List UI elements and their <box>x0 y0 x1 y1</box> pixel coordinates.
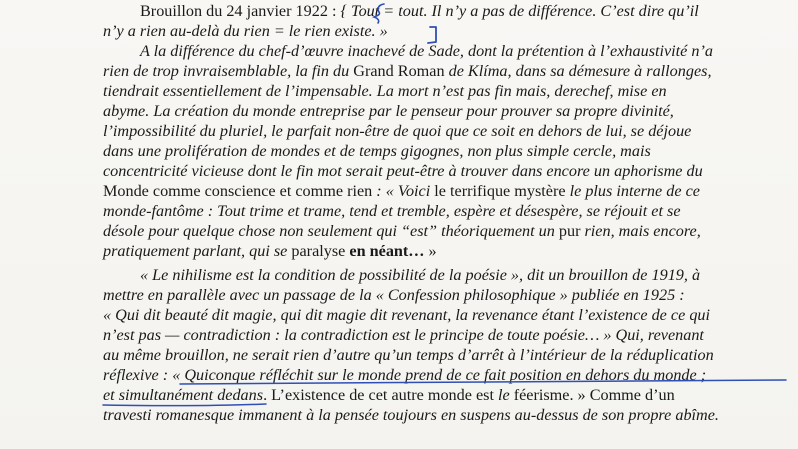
text-span: mais encore, <box>618 222 701 240</box>
text-line <box>103 405 798 425</box>
text-span: Brouillon du 24 janvier 1922 : <box>140 2 341 20</box>
text-span: et simultanément dedans <box>103 386 264 404</box>
text-span: pur <box>558 222 581 240</box>
text-line <box>103 241 798 261</box>
text-span: « Le nihilisme est la condition de possibilité de la poésie », dit un brouillon de 1919, à <box>140 266 701 284</box>
text-line <box>103 21 798 41</box>
text-span: le <box>498 386 510 404</box>
text-span: l’impossibilité du pluriel, le parfait non-être de quoi que ce soit en dehors de lui, se déjoue <box>103 122 692 140</box>
text-span: abyme. La création du monde entreprise par le penseur pour prouver sa propre divinité, <box>103 102 674 120</box>
text-span: rien de trop invraisemblable, la fin du <box>103 62 354 80</box>
text-span: en néant… <box>349 242 425 260</box>
text-span: le plus interne de ce <box>569 182 700 200</box>
text-span: réflexive : « Quiconque réfléchit sur le monde prend de ce fait position en dehors du monde ; <box>103 366 707 384</box>
text-line <box>103 325 798 345</box>
text-span: Grand Roman <box>353 62 445 80</box>
text-line <box>103 141 798 161</box>
text-line <box>103 365 798 385</box>
text-span: tiendrait essentiellement de l’impensable. La mort n’est pas fin mais, derechef, mise en <box>103 82 667 100</box>
text-line <box>140 1 798 21</box>
text-line <box>140 265 798 285</box>
text-span: concentricité vicieuse dont le fin mot serait peut-être à trouver dans encore un aphorisme du <box>103 162 703 180</box>
text-line <box>103 81 798 101</box>
text-line <box>103 161 798 181</box>
text-span: n’est pas — contradiction : la contradiction est le principe de toute poésie… » Qui, revenant <box>103 326 704 344</box>
text-span: dans une prolifération de mondes et de temps gigognes, non plus simple cercle, mais <box>103 142 651 160</box>
text-line <box>103 61 798 81</box>
text-span: : « <box>372 182 398 200</box>
text-line <box>140 41 798 61</box>
text-span: n’y a rien au-delà du rien = le rien existe. » <box>103 22 388 40</box>
text-span: { Tout = tout. Il n’y a pas de différence. C’est dire qu’il <box>340 2 699 20</box>
text-span: monde-fantôme : Tout trime et trame, tend et tremble, espère et désespère, se réjouit et se <box>103 202 681 220</box>
text-line <box>103 221 798 241</box>
text-span: Voici <box>397 182 431 200</box>
text-line <box>103 101 798 121</box>
text-span: mettre en parallèle avec un passage de la « Confession philosophique » publiée en 1925 : <box>103 286 685 304</box>
text-line <box>103 181 798 201</box>
text-line <box>103 345 798 365</box>
text-span: désole pour quelque chose non seulement qui “est” théoriquement un <box>103 222 559 240</box>
text-line <box>103 305 798 325</box>
text-line <box>103 285 798 305</box>
text-span: féerisme. » Comme d’un <box>509 386 675 404</box>
text-line <box>103 201 798 221</box>
text-span: de Klíma, dans sa démesure à rallonges, <box>444 62 712 80</box>
text-span: pratiquement parlant, qui se <box>103 242 292 260</box>
text-span: » <box>424 242 437 260</box>
text-span: A la différence du chef-d’œuvre inachevé de Sade, dont la prétention à l’exhaustivité n’a <box>140 42 713 60</box>
text-span: le terrifique mystère <box>430 182 570 200</box>
text-span: Monde comme conscience et comme rien <box>103 182 373 200</box>
text-span: travesti romanesque immanent à la pensée toujours en suspens au-dessus de son propre abîme. <box>103 406 719 424</box>
text-line <box>103 121 798 141</box>
text-span: . L’existence de cet autre monde est <box>263 386 498 404</box>
text-line <box>103 385 798 405</box>
text-span: au même brouillon, ne serait rien d’autre qu’un temps d’arrêt à l’intérieur de la réduplication <box>103 346 714 364</box>
text-span: paralyse <box>291 242 346 260</box>
text-span: « Qui dit beauté dit magie, qui dit magie dit revenant, la revenance étant l’existence de ce qui <box>103 306 710 324</box>
text-span: rien, <box>580 222 619 240</box>
